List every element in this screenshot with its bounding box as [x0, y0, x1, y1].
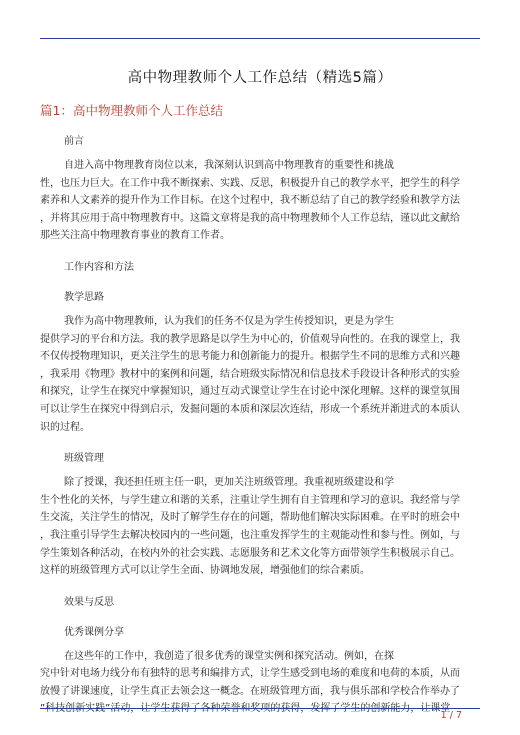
paragraph-line: 素养和人文素养的提升作为工作目标。在这个过程中，我不断总结了自己的教学经验和教学方法: [40, 195, 460, 207]
paragraph-line: 那些关注高中物理教育事业的教育工作者。: [40, 230, 230, 242]
paragraph-line: 提供学习的平台和方法。我的教学思路是以学生为中心的，价值观导向性的。在我的课堂上，我: [40, 333, 460, 345]
section-heading: 篇1：高中物理教师个人工作总结: [40, 103, 223, 118]
subheading: 工作内容和方法: [64, 261, 134, 273]
paragraph: [40, 157, 480, 245]
paragraph-line: 学生策划各种活动，在校内外的社会实践、志愿服务和艺术文化等方面带领学生积极展示自己。: [40, 547, 460, 559]
paragraph-line: ，我注重引导学生去解决校园内的一些问题，也注重发挥学生的主观能动性和参与性。例如，与: [40, 529, 460, 541]
paragraph-line: 和探究，让学生在探究中掌握知识，通过互动式课堂让学生在讨论中深化理解。这样的课堂氛围: [40, 386, 460, 398]
header-rule: [40, 38, 480, 39]
subheading: 教学思路: [64, 291, 104, 303]
paragraph-line: ，并将其应用于高中物理教育中。这篇文章将是我的高中物理教师个人工作总结，谨以此文献给: [40, 212, 460, 224]
footer-rule: [40, 708, 480, 709]
subheading: 效果与反思: [64, 596, 114, 608]
paragraph-line: 究中针对电场力线分布有独特的思考和编排方式，让学生感受到电场的难度和电荷的本质，从而: [40, 668, 460, 680]
document-title: 高中物理教师个人工作总结（精选5篇）: [127, 70, 393, 86]
paragraph: [40, 474, 480, 580]
paragraph-line: 在这些年的工作中，我创造了很多优秀的课堂实例和探究活动。例如，在探: [64, 650, 394, 662]
subheading: 前言: [64, 136, 84, 147]
paragraph-line: 生交流，关注学生的情况，及时了解学生存在的问题，帮助他们解决实际困难。在平时的班会中: [40, 512, 460, 524]
paragraph-line: 生个性化的关怀，与学生建立和谐的关系，注重让学生拥有自主管理和学习的意识。我经常与学: [40, 494, 460, 506]
paragraph-line: ”科技创新实践”活动，让学生获得了各种荣誉和奖项的获得，发挥了学生的创新能力，让课堂: [40, 703, 451, 715]
paragraph-line: 性，也压力巨大。在工作中我不断探索、实践、反思，积极提升自己的教学水平，把学生的科学: [40, 177, 460, 189]
paragraph-line: 不仅传授物理知识，更关注学生的思考能力和创新能力的提升。根据学生不同的思维方式和兴趣: [40, 351, 460, 363]
document-blocks: [40, 135, 480, 718]
paragraph-line: 这样的班级管理方式可以让学生全面、协调地发展，增强他们的综合素质。: [40, 565, 370, 577]
subheading: 优秀课例分享: [64, 626, 124, 638]
paragraph-line: 除了授课，我还担任班主任一职，更加关注班级管理。我重视班级建设和学: [64, 477, 394, 489]
paragraph-line: 自进入高中物理教育岗位以来，我深刻认识到高中物理教育的重要性和挑战: [64, 160, 394, 171]
subheading: 班级管理: [64, 453, 104, 465]
page-number: 1 / 7: [440, 710, 462, 721]
paragraph-line: 我作为高中物理教师，认为我们的任务不仅是为学生传授知识，更是为学生: [64, 315, 394, 327]
paragraph-line: 识的过程。: [40, 421, 90, 433]
paragraph-line: ，我采用《物理》教材中的案例和问题，结合班级实际情况和信息技术手段设计各种形式的实验: [40, 368, 460, 380]
paragraph-line: 放慢了讲课速度，让学生真正去领会这一概念。在班级管理方面，我与俱乐部和学校合作举办了: [40, 685, 460, 697]
paragraph: [40, 313, 480, 436]
paragraph-line: 可以让学生在探究中得到启示，发掘问题的本质和深层次连结，形成一个系统并渐进式的本质认: [40, 403, 460, 415]
document-body: [40, 58, 480, 718]
